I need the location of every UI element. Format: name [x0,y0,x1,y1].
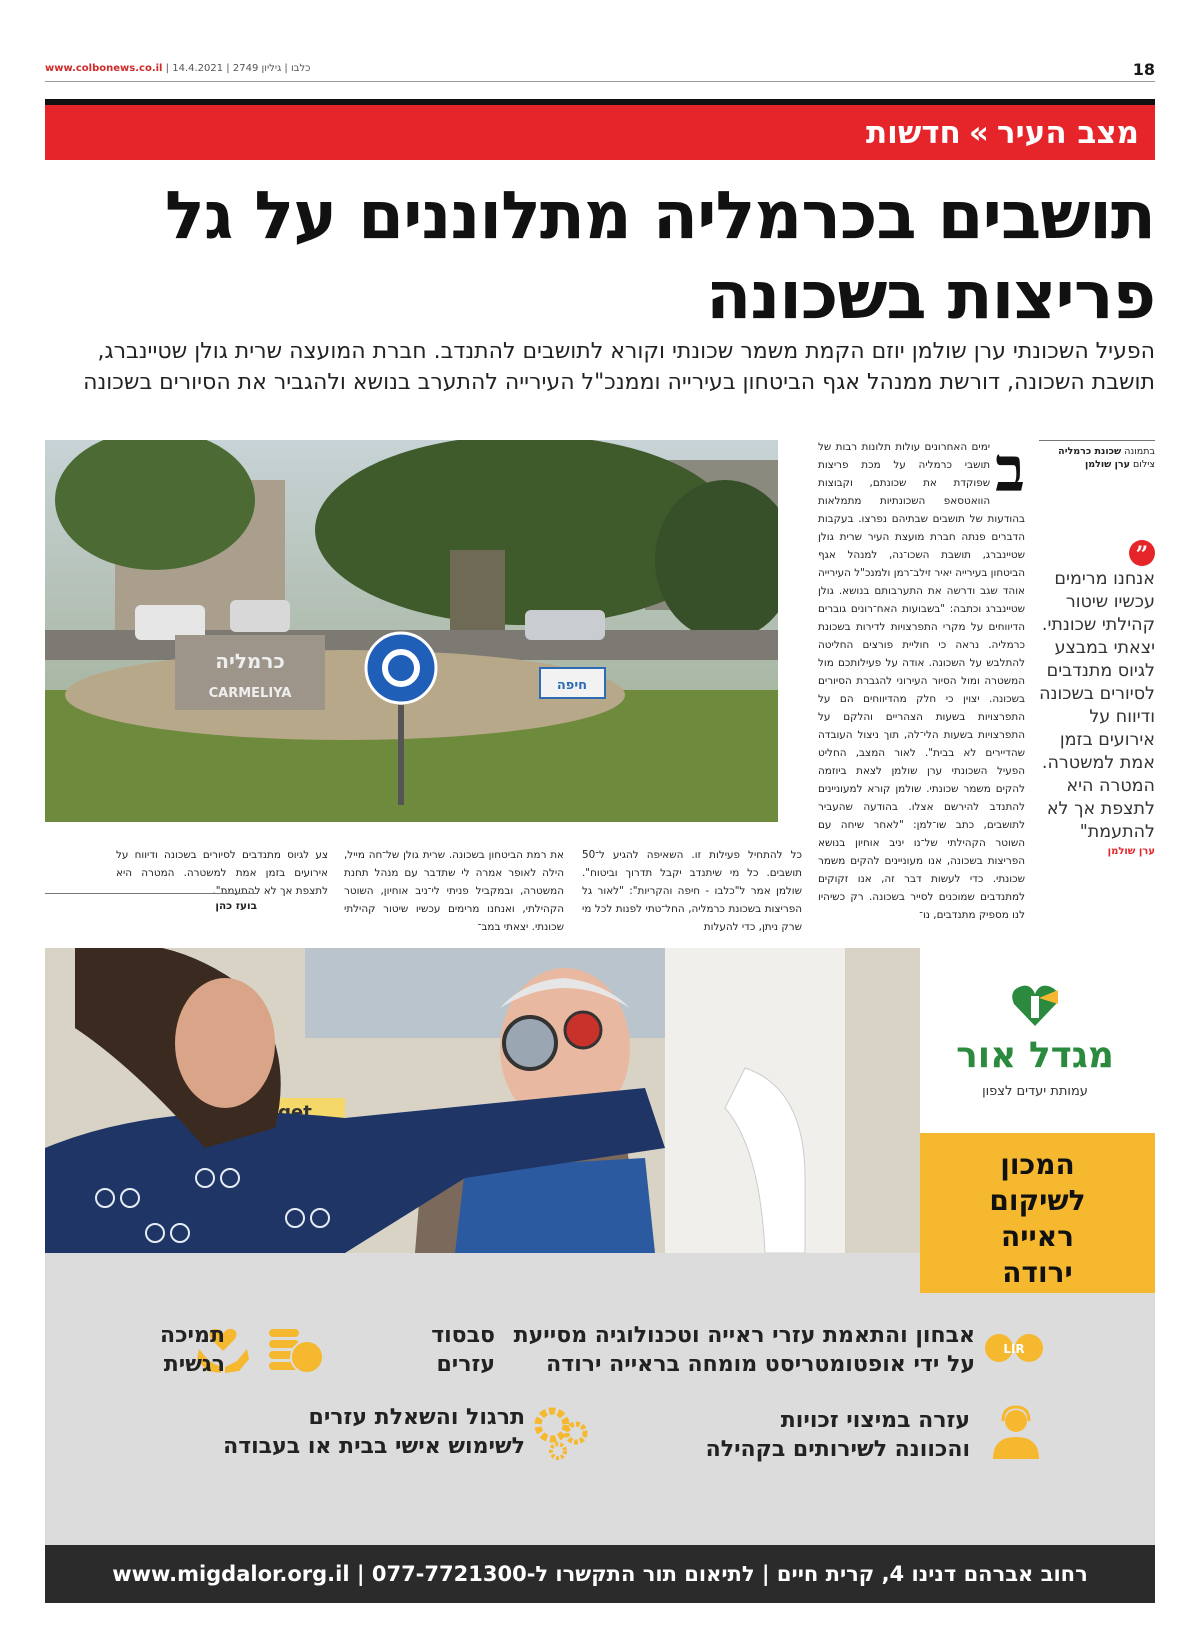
article-subhead: הפעיל השכונתי ערן שולמן יוזם הקמת משמר שכונתי וקורא לתושבים להתנדב. חברת המועצה שרית גולן שטיינברג, תושבת השכונה, דורשת ממנהל אגף הביטחון בעירייה וממנכ"ל העירייה להתערב בנושא ולהגביר את הסיורים בשכונה [83,339,1155,395]
section-bar [45,99,1155,160]
lir-glasses-icon [983,1328,1045,1368]
feature-rights-line-1: עזרה במיצוי זכויות [780,1408,970,1433]
article-column-2: כל להתחיל פעילות זו. השאיפה להגיע ל־50 תושבים. כל מי שיתנדב יקבל תדרוך וביטוח". שולמן אמר ל"כלבו - חיפה והקריות": "לאור גל הפריצות בשכונת כרמליה, החל־טתי לפנות לכל מי שרק ניתן, כדי להעלות [582,849,802,933]
feature-subsidy [345,1321,495,1379]
quote-icon: ” [1129,540,1155,566]
lir-badge-text: LIR [1003,1342,1025,1356]
article-column-1 [818,433,1025,924]
page-number: 18 [1132,60,1155,79]
section-sub: חדשות [866,115,961,151]
section-label [866,115,1139,151]
article-photo [45,440,778,822]
coins-icon [265,1323,327,1379]
feature-practice-line-1: תרגול והשאלת עזרים [308,1405,525,1430]
caption-label: בתמונה [1124,446,1155,457]
caption-photographer: ערן שולמן [1084,459,1130,470]
advertisement [45,948,1155,1603]
section-main: מצב העיר [996,115,1139,151]
ad-headline-line-3: ראייה [1001,1220,1074,1253]
feature-emotional-line-1: תמיכה [159,1323,225,1348]
header-meta: www.colbonews.co.il | כלבו | גיליון 2749 | 14.4.2021 [45,63,311,74]
quote-author: ערן שולמן [1107,846,1155,857]
caption-photo-label: צילום [1132,459,1155,470]
article-column-4: צע לגיוס מתנדבים לסיורים בשכונה ודיווח על אירועים בזמן אמת למשטרה. המטרה היא לתצפת אך לא להתעמת". [116,849,328,897]
feature-rights-line-2: והכוונה לשירותים בקהילה [705,1437,970,1462]
article-byline: בועז כהן [45,893,257,912]
website-link[interactable]: www.colbonews.co.il [45,63,163,74]
feature-practice-line-2: לשימוש אישי בבית או בעבודה [223,1434,525,1459]
quote-text: אנחנו מרימים עכשיו שיטור קהילתי שכונתי. יצאתי במבצע לגיוס מתנדבים לסיורים בשכונה ודיווח על אירועים בזמן אמת למשטרה. המטרה היא לתצפת אך לא להתעמת" [1039,569,1155,842]
feature-eval-line-2: על ידי אופטומטריסט מומחה בראייה ירודה [546,1352,975,1377]
lighthouse-heart-icon [1010,980,1060,1030]
section-arrows: » [968,115,989,151]
photo-sign-hebrew: כרמליה [215,649,285,673]
ad-headline-line-1: המכון [1000,1148,1075,1181]
ad-tagline: עמותת יעדים לצפון [982,1084,1088,1099]
feature-rights [610,1406,970,1464]
feature-emotional [110,1321,225,1379]
photo-sign-latin: CARMELIYA [208,686,292,701]
article-column-3: את רמת הביטחון בשכונה. שרית גולן של־חה מייל, הילה לאופר אמרה לי שתדבר עם מנהל תחנת המשטרה, ובמקביל פניתי לי־ניב אוחיון, השוטר הקהילתי, ואנחנו מרימים עכשיו שיטור קהילתי שכונתי. יצאתי במב־ [344,849,564,933]
feature-eval-line-1: אבחון והתאמת עזרי ראייה וטכנולוגיה מסייעת [513,1323,975,1348]
pull-quote [1039,540,1155,857]
drop-cap: ב [995,433,1025,506]
photo-city-sign: חיפה [556,678,588,693]
column-1-text: ימים האחרונים עולות תלונות רבות של תושבי כרמליה על מכת פריצות שפוקדת את שכונתם, וקבוצות הוואטסאפ השכונתיות מתמלאות בהודעות של תושבים שבתיהם נפרצו. בעקבות הדברים פנתה חברת מועצת העיר שרית גולן שטיינברג, תושבת השכו־נה, למנהל אגף הביטחון בעירייה יאיר זילב־רמן ולמנכ"ל העירייה אוהד שגב ודרשה את התערבותם בנושא. גולן שטיינברג וכתבה: "בשבועות האח־רונים גוברים הדיווחים על מקרי התפרצויות לדירות בשכונת כרמליה. נראה כי חוליית פורצים החליטה להתלבש על השכונה. אודה על פעילותכם מול המשטרה ומול הסיור העירוני להגברת הסיורים בשכונה. יצוין כי חלק מהדיווחים הם על התפרצויות בשעות הצהריים והלקם על התפרצויות בשעות הלי־לה, תוך ניצול העובדה שהדיירים לא בבית". לאור המצב, החליט הפעיל השכונתי ערן שולמן לצאת ביוזמה להקים משמר שכונתי. שולמן קורא למעוניינים להתנדב להירשם אצלו. בהודעה שהעביר לתושבים, כתב שו־למן: "לאחר שיחה עם השוטר הקהילתי של־נו יניב אוחיון בנושא הפריצות בשכונה, אנו מעוניינים להקים משמר שכונתי. כדי לעשות דבר זה, אנו זקוקים למתנדבים שמוכנים לסייר בשכונה. רק כשיהיו לנו מספיק מתנדבים, נו־ [818,441,1025,921]
ad-headline-box [920,1133,1155,1293]
feature-subsidy-line-1: סבסוד [431,1323,495,1348]
ad-brand-name: מגדל אור [956,1035,1114,1076]
feature-emotional-line-2: רגשית [163,1352,225,1377]
headset-person-icon [987,1403,1045,1461]
gears-icon [530,1403,592,1461]
page-header [45,58,1155,82]
ad-headline-line-4: ירודה [1002,1256,1073,1289]
issue-info: כלבו | גיליון 2749 | 14.4.2021 [172,63,311,74]
caption-subject: שכונת כרמליה [1058,446,1122,457]
ad-photo-sign: get [278,1102,312,1123]
feature-subsidy-line-2: עזרים [436,1352,495,1377]
feature-practice [195,1403,525,1461]
ad-footer-contact[interactable]: רחוב אברהם דנינו 4, קרית חיים | לתיאום תור התקשרו ל-077-7721300 | www.migdalor.org.il [45,1545,1155,1603]
ad-headline-line-2: לשיקום [989,1184,1086,1217]
photo-caption [1039,440,1155,471]
article-headline: תושבים בכרמליה מתלוננים על גל פריצות בשכונה [164,177,1155,334]
